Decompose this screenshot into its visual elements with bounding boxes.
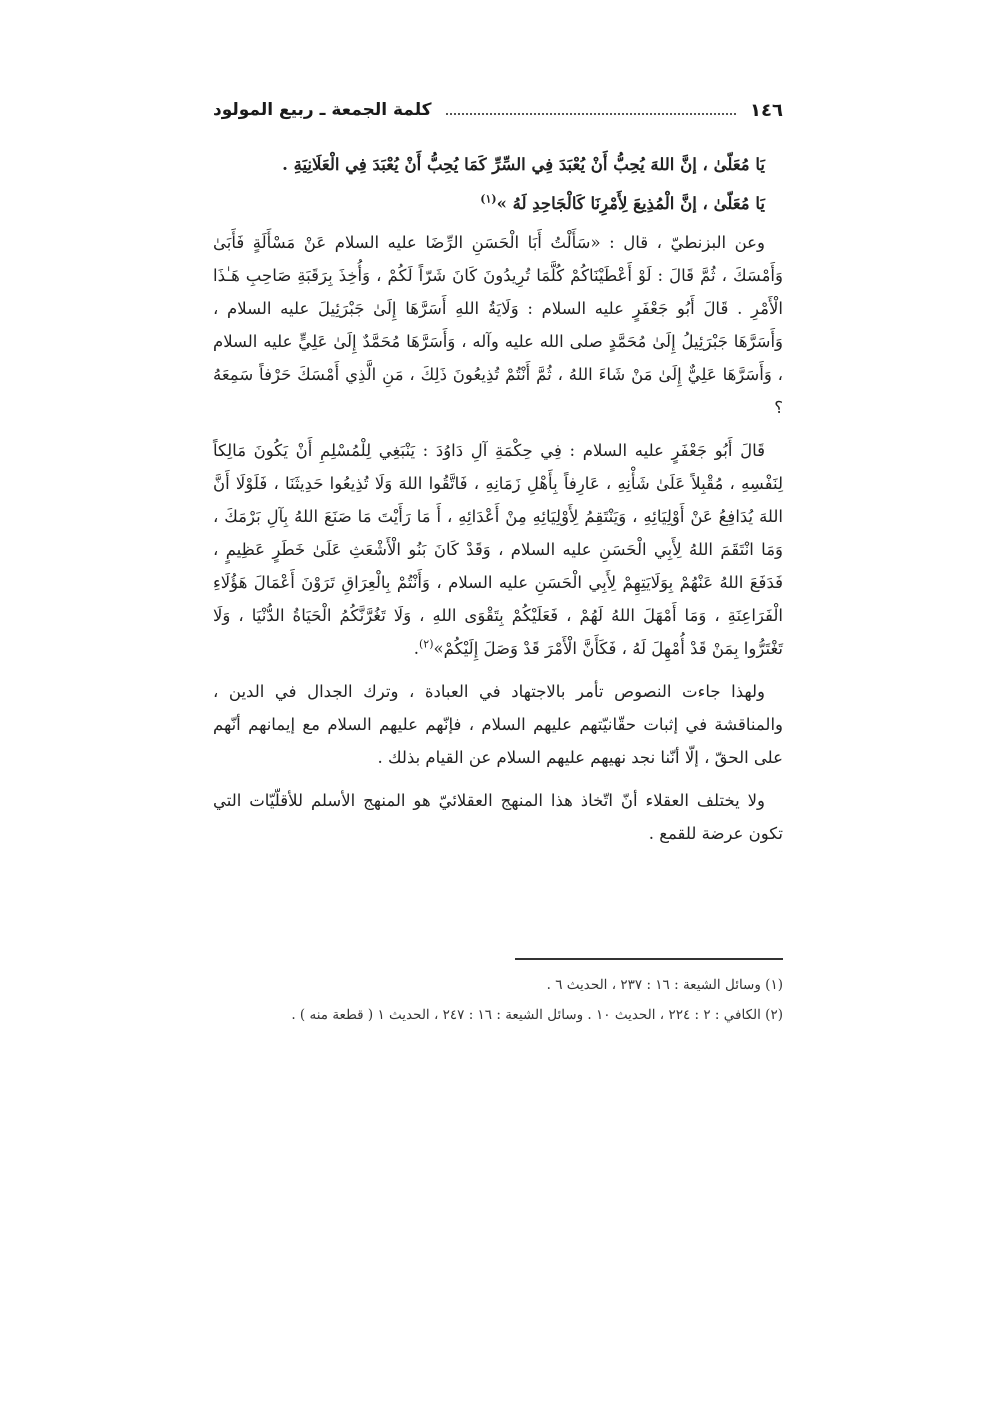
page-header	[213, 90, 783, 130]
page-number: ١٤٦	[750, 99, 783, 121]
footnote: (٢) الكافي : ٢ : ٢٢٤ ، الحديث ١٠ . وسائل الشيعة : ١٦ : ٢٤٧ ، الحديث ١ ( قطعة منه ) .	[291, 1007, 783, 1023]
footnote-divider	[515, 958, 783, 960]
quote-line: يَا مُعَلّىٰ ، إنَّ الْمُذِيعَ لِأَمْرِنَا كَالْجَاحِدِ لَهُ »$^{(١)}$	[480, 192, 765, 213]
paragraph: قَالَ أَبُو جَعْفَرٍ عليه السلام : فِي حِكْمَةِ آلِ دَاوُدَ : يَنْبَغِي لِلْمُسْلِمِ أَنْ يَكُونَ مَالِكاً لِنَفْسِهِ ، مُقْبِلاً عَلَىٰ شَأْنِهِ ، عَارِفاً بِأَهْلِ زَمَانِهِ ، فَاتَّقُوا اللهَ وَلَا تُذِيعُوا حَدِيثَنَا ، فَلَوْلَا أَنَّ اللهَ يُدَافِعُ عَنْ أَوْلِيَائِهِ ، وَيَنْتَقِمُ لِأَوْلِيَائِهِ مِنْ أَعْدَائِهِ ، أَ مَا رَأَيْتَ مَا صَنَعَ اللهُ بِآلِ بَرْمَكَ ، وَمَا انْتَقَمَ اللهُ لِأَبِي الْحَسَنِ عليه السلام ، وَقَدْ كَانَ بَنُو الْأَشْعَثِ عَلَىٰ خَطَرٍ عَظِيمٍ ، فَدَفَعَ اللهُ عَنْهُمْ بِوَلَايَتِهِمْ لِأَبِي الْحَسَنِ عليه السلام ، وَأَنْتُمْ بِالْعِرَاقِ تَرَوْنَ أَعْمَالَ هَؤُلَاءِ الْفَرَاعِنَةِ ، وَمَا أَمْهَلَ اللهُ لَهُمْ ، فَعَلَيْكُمْ بِتَقْوَى اللهِ ، وَلَا تَغُرَّنَّكُمُ الْحَيَاةُ الدُّنْيَا ، وَلَا تَغْتَرُّوا بِمَنْ قَدْ أُمْهِلَ لَهُ ، فَكَأَنَّ الْأَمْرَ قَدْ وَصَلَ إِلَيْكُمْ»$^{(٢)}$.	[213, 441, 783, 658]
paragraph: ولا يختلف العقلاء أنّ اتّخاذ هذا المنهج العقلائيّ هو المنهج الأسلم للأقلّيّات التي تكون عرضة للقمع .	[213, 791, 783, 843]
quote-line: يَا مُعَلّىٰ ، إنَّ اللهَ يُحِبُّ أَنْ يُعْبَدَ فِي السِّرِّ كَمَا يُحِبُّ أَنْ يُعْبَدَ فِي الْعَلَانِيَةِ .	[282, 155, 765, 174]
footnote: (١) وسائل الشيعة : ١٦ : ٢٣٧ ، الحديث ٦ .	[546, 977, 783, 993]
running-title: كلمة الجمعة ـ ربيع المولود	[213, 100, 432, 120]
header-dotted-leader	[446, 113, 736, 115]
footnotes	[213, 970, 783, 1030]
paragraph: وعن البزنطيّ ، قال : «سَأَلْتُ أَبَا الْحَسَنِ الرِّضَا عليه السلام عَنْ مَسْأَلَةٍ فَأَبَىٰ وَأَمْسَكَ ، ثُمَّ قَالَ : لَوْ أَعْطَيْنَاكُمْ كُلَّمَا تُرِيدُونَ كَانَ شَرّاً لَكُمْ ، وَأُخِذَ بِرَقَبَةِ صَاحِبِ هَـٰذَا الْأَمْرِ . قَالَ أَبُو جَعْفَرٍ عليه السلام : وَلَايَةُ اللهِ أَسَرَّهَا إِلَىٰ جَبْرَئِيلَ عليه السلام ، وَأَسَرَّهَا جَبْرَئِيلُ إِلَىٰ مُحَمَّدٍ صلى الله عليه وآله ، وَأَسَرَّهَا مُحَمَّدٌ إِلَىٰ عَلِيٍّ عليه السلام ، وَأَسَرَّهَا عَلِيٌّ إِلَىٰ مَنْ شَاءَ اللهُ ، ثُمَّ أَنْتُمْ تُذِيعُونَ ذَلِكَ ، مَنِ الَّذِي أَمْسَكَ حَرْفاً سَمِعَهُ ؟	[213, 233, 783, 417]
main-text	[213, 148, 783, 860]
paragraph: ولهذا جاءت النصوص تأمر بالاجتهاد في العبادة ، وترك الجدال في الدين ، والمناقشة في إثبات حقّانيّتهم عليهم السلام ، فإنّهم عليهم السلام مع إيمانهم أنّهم على الحقّ ، إلّا أنّنا نجد نهيهم عليهم السلام عن القيام بذلك .	[213, 682, 783, 767]
footnote-ref[interactable]: (١)	[480, 192, 497, 206]
footnote-ref[interactable]: (٢)	[419, 637, 434, 651]
